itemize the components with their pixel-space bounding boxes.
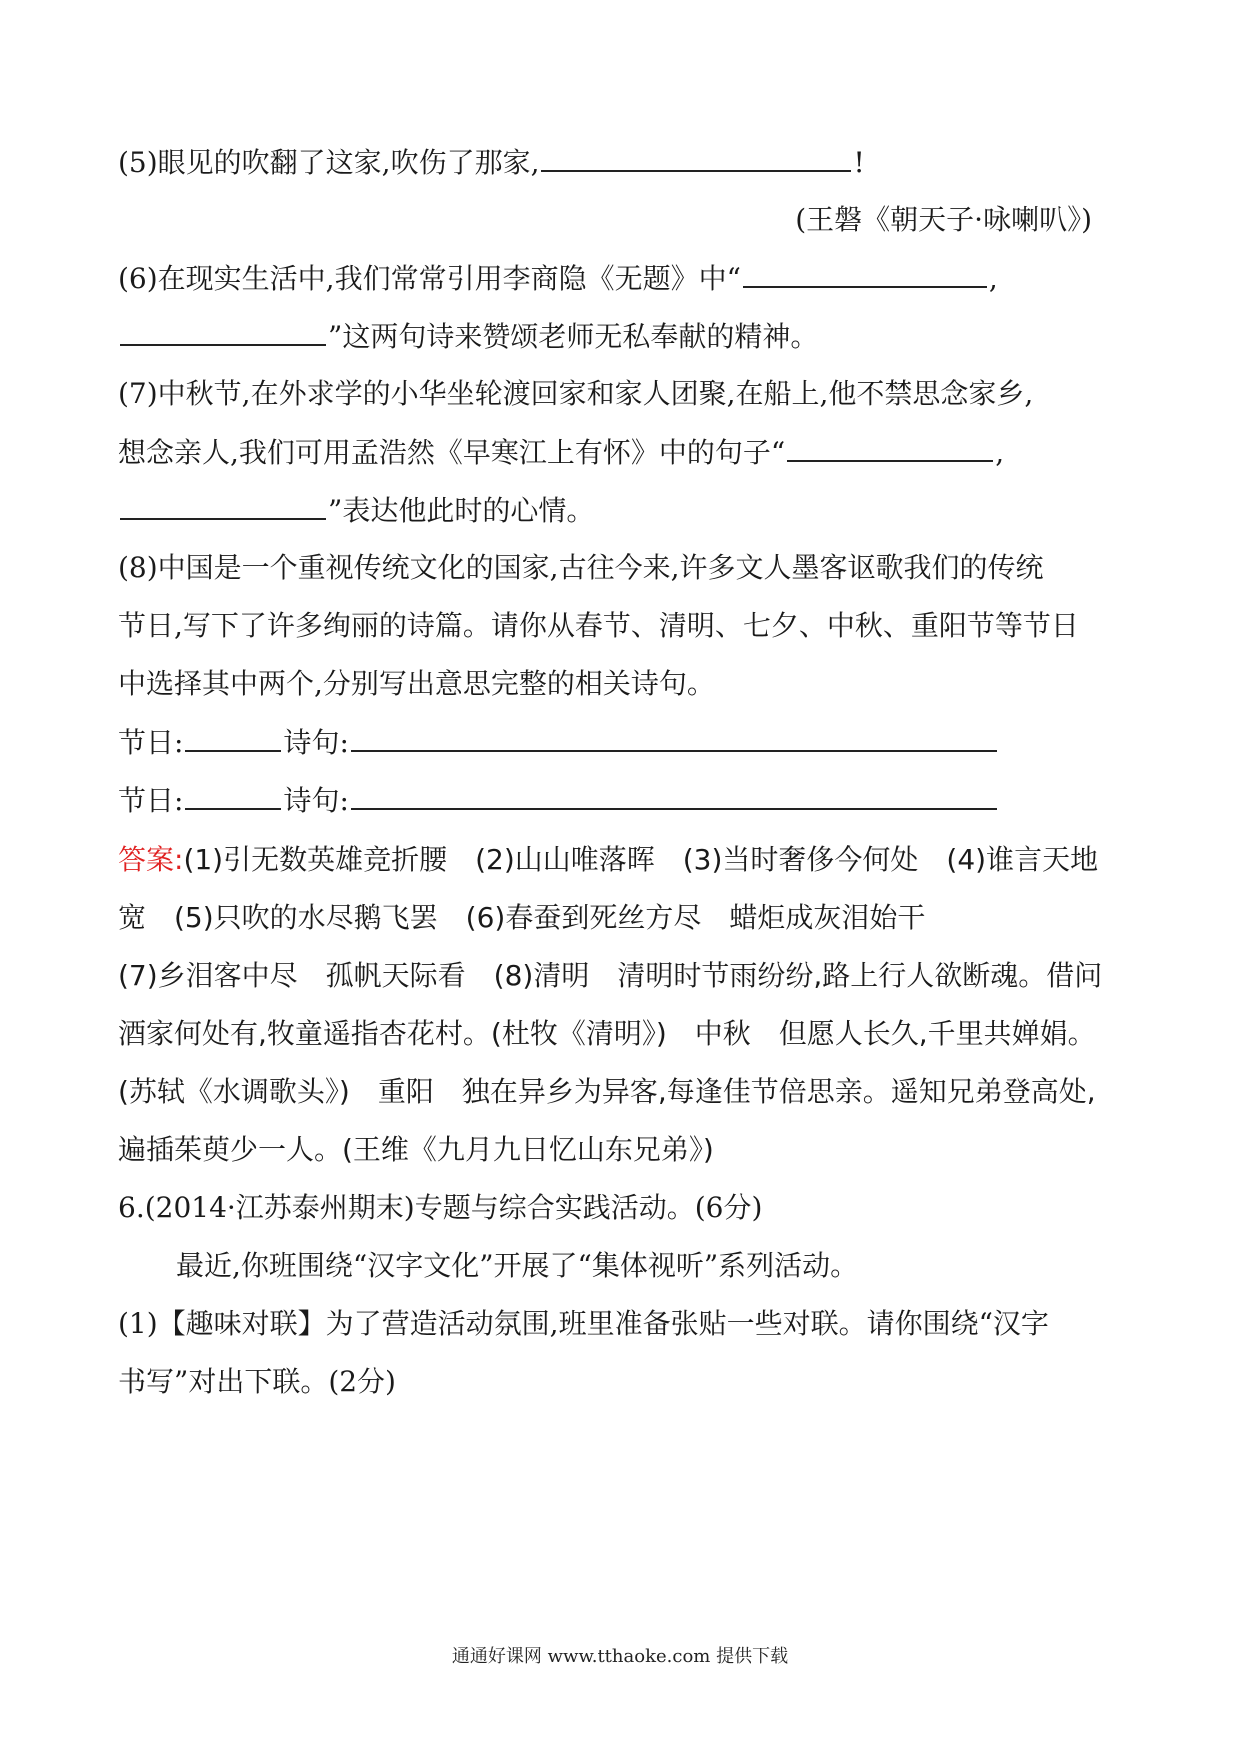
answer-blank xyxy=(787,432,993,462)
poem-label: 诗句: xyxy=(283,726,349,759)
poem-blank xyxy=(351,722,997,752)
festival-row-2 xyxy=(118,780,999,820)
answer-text-1: (1)引无数英雄竞折腰 (2)山山唯落晖 (3)当时奢侈今何处 (4)谁言天地 xyxy=(183,843,1099,876)
festival-blank xyxy=(185,780,281,810)
answer-label: 答案: xyxy=(118,843,184,876)
question-5-end: ! xyxy=(853,146,865,179)
question-8-line-1: (8)中国是一个重视传统文化的国家,古往今来,许多文人墨客讴歌我们的传统 xyxy=(118,551,1044,584)
answer-line-5: (苏轼《水调歌头》) 重阳 独在异乡为异客,每逢佳节倍思亲。遥知兄弟登高处, xyxy=(118,1075,1096,1108)
answer-line-4: 酒家何处有,牧童遥指杏花村。(杜牧《清明》) 中秋 但愿人长久,千里共婵娟。 xyxy=(118,1017,1096,1050)
question-7-text-2: 想念亲人,我们可用孟浩然《早寒江上有怀》中的句子“ xyxy=(118,436,786,469)
question-6-line-2 xyxy=(118,316,818,356)
question-6-intro: 最近,你班围绕“汉字文化”开展了“集体视听”系列活动。 xyxy=(176,1249,859,1282)
answer-blank xyxy=(541,142,851,172)
question-6-text-1: (6)在现实生活中,我们常常引用李商隐《无题》中“ xyxy=(118,262,741,295)
question-6-sub-1-line-2: 书写”对出下联。(2分) xyxy=(118,1365,396,1398)
comma: , xyxy=(988,262,998,295)
question-8-line-3: 中选择其中两个,分别写出意思完整的相关诗句。 xyxy=(118,667,715,700)
answer-blank xyxy=(120,316,326,346)
question-5-source: (王磐《朝天子·咏喇叭》) xyxy=(795,203,1092,236)
answer-blank xyxy=(120,490,326,520)
question-6-line-1 xyxy=(118,258,998,298)
question-5-text: (5)眼见的吹翻了这家,吹伤了那家, xyxy=(118,146,540,179)
answer-line-3: (7)乡泪客中尽 孤帆天际看 (8)清明 清明时节雨纷纷,路上行人欲断魂。借问 xyxy=(118,959,1103,992)
festival-label: 节日: xyxy=(118,784,184,817)
poem-label: 诗句: xyxy=(283,784,349,817)
poem-blank xyxy=(351,780,997,810)
question-6-text-2: ”这两句诗来赞颂老师无私奉献的精神。 xyxy=(328,320,819,353)
question-7-line-3 xyxy=(118,490,594,530)
comma: , xyxy=(995,436,1005,469)
question-6-sub-1-line-1: (1)【趣味对联】为了营造活动氛围,班里准备张贴一些对联。请你围绕“汉字 xyxy=(118,1307,1049,1340)
question-8-line-2: 节日,写下了许多绚丽的诗篇。请你从春节、清明、七夕、中秋、重阳节等节日 xyxy=(118,609,1079,642)
festival-blank xyxy=(185,722,281,752)
answer-line-2: 宽 (5)只吹的水尽鹅飞罢 (6)春蚕到死丝方尽 蜡炬成灰泪始干 xyxy=(118,901,926,934)
question-6-title: 6.(2014·江苏泰州期末)专题与综合实践活动。(6分) xyxy=(118,1191,763,1224)
question-7-line-2 xyxy=(118,432,1004,472)
answer-line-1 xyxy=(118,840,1098,880)
festival-label: 节日: xyxy=(118,726,184,759)
page-footer: 通通好课网 www.tthaoke.com 提供下载 xyxy=(451,1646,789,1667)
answer-blank xyxy=(743,258,987,288)
question-7-text-3: ”表达他此时的心情。 xyxy=(328,494,595,527)
question-5 xyxy=(118,142,865,182)
question-7-line-1: (7)中秋节,在外求学的小华坐轮渡回家和家人团聚,在船上,他不禁思念家乡, xyxy=(118,377,1034,410)
festival-row-1 xyxy=(118,722,999,762)
answer-line-6: 遍插茱萸少一人。(王维《九月九日忆山东兄弟》) xyxy=(118,1133,714,1166)
